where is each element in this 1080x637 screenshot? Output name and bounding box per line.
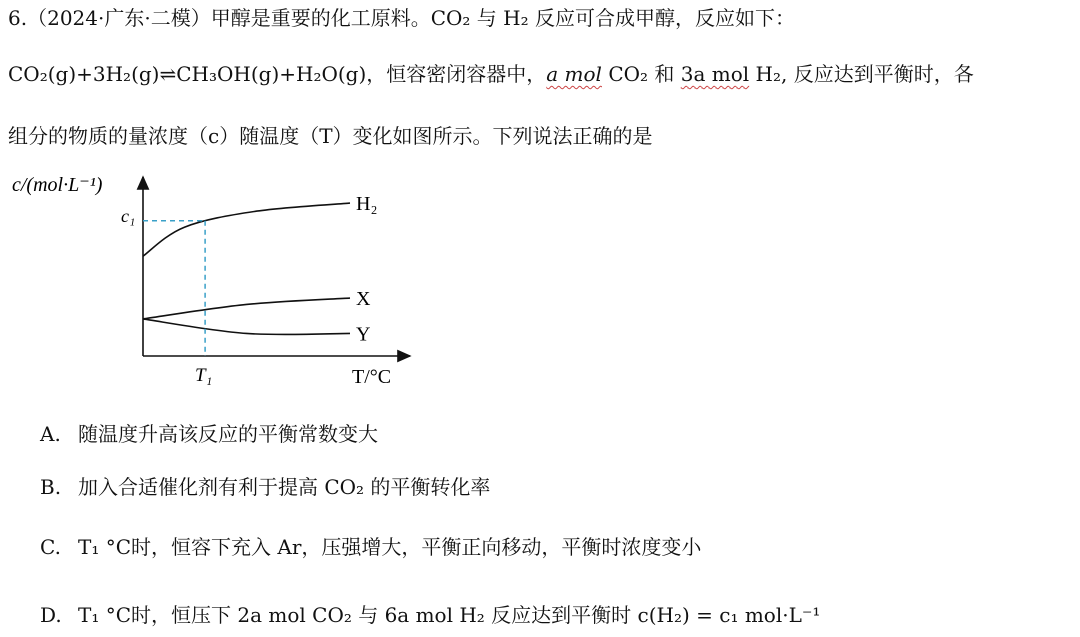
option-d[interactable] — [40, 601, 820, 629]
option-c-text: T₁ °C时，恒容下充入 Ar，压强增大，平衡正向移动，平衡时浓度变小 — [78, 535, 702, 559]
option-c-label: C. — [40, 535, 61, 559]
h2-tail: H₂, 反应达到平衡时，各 — [755, 62, 974, 86]
question-number: 6. — [8, 6, 28, 30]
series-label-0: H₂ — [356, 193, 378, 216]
series-label-2: Y — [356, 323, 371, 346]
series-layer — [143, 193, 377, 356]
question-line-1 — [8, 4, 795, 32]
question-line-3 — [8, 122, 653, 150]
option-a[interactable] — [40, 420, 378, 448]
question-line-2 — [8, 60, 974, 88]
y-axis-label: c/(mol·L⁻¹) — [12, 174, 103, 196]
option-d-label: D. — [40, 603, 62, 627]
series-line-0 — [143, 203, 350, 256]
option-b[interactable] — [40, 473, 490, 501]
amount-h2: 3a mol — [680, 62, 750, 86]
condition-prefix: ，恒容密闭容器中， — [366, 62, 547, 86]
series-label-1: X — [356, 288, 371, 311]
x-axis-label: T/°C — [352, 366, 392, 388]
option-d-text: T₁ °C时，恒压下 2a mol CO₂ 与 6a mol H₂ 反应达到平衡时 c(H₂) = c₁ mol·L⁻¹ — [78, 603, 821, 627]
question-line-3-text: 组分的物质的量浓度（c）随温度（T）变化如图所示。下列说法正确的是 — [8, 124, 653, 148]
amount-co2: a mol — [546, 62, 602, 86]
concentration-temperature-chart — [0, 165, 430, 395]
option-b-text: 加入合适催化剂有利于提高 CO₂ 的平衡转化率 — [78, 475, 491, 499]
series-line-1 — [143, 298, 350, 319]
option-c[interactable] — [40, 533, 701, 561]
option-a-label: A. — [40, 422, 61, 446]
series-line-2 — [143, 319, 350, 335]
x-tick-t1: T₁ — [195, 365, 213, 386]
co2-label: CO₂ — [608, 62, 649, 86]
and-text: 和 — [654, 62, 675, 86]
reaction-equation: CO₂(g)+3H₂(g)⇌CH₃OH(g)+H₂O(g) — [8, 62, 367, 86]
option-b-label: B. — [40, 475, 62, 499]
option-a-text: 随温度升高该反应的平衡常数变大 — [78, 422, 378, 446]
question-source: （2024·广东·二模） — [27, 6, 211, 30]
y-tick-c1: c₁ — [121, 206, 136, 226]
question-intro: 甲醇是重要的化工原料。CO₂ 与 H₂ 反应可合成甲醇，反应如下： — [210, 6, 795, 30]
